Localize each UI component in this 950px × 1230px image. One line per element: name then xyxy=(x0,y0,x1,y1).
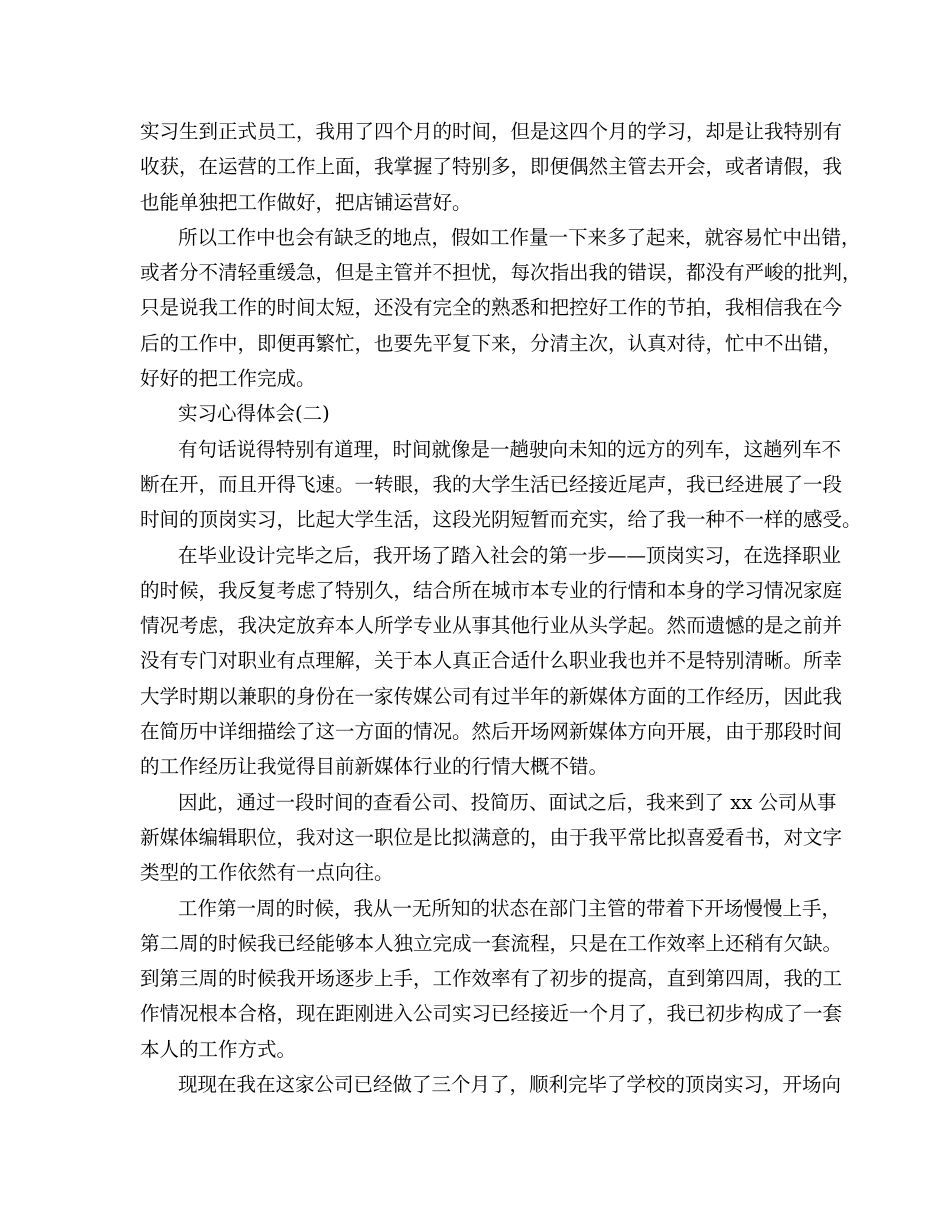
paragraph-first-line: 有句话说得特别有道理，时间就像是一趟驶向未知的远方的列车，这趟列车不 xyxy=(178,437,842,461)
paragraph-first-line: 工作第一周的时候，我从一无所知的状态在部门主管的带着下开场慢慢上手， xyxy=(178,896,842,920)
text-line: 的时候，我反复考虑了特别久，结合所在城市本专业的行情和本身的学习情况家庭 xyxy=(140,578,843,602)
paragraph-first-line: 所以工作中也会有缺乏的地点，假如工作量一下来多了起来，就容易忙中出错， xyxy=(178,225,861,249)
text-line: 收获，在运营的工作上面，我掌握了特别多，即便偶然主管去开会，或者请假，我 xyxy=(140,155,843,179)
text-line: 新媒体编辑职位，我对这一职位是比拟满意的，由于我平常比拟喜爱看书，对文字 xyxy=(140,825,843,849)
text-line: 在简历中详细描绘了这一方面的情况。然后开场网新媒体方向开展，由于那段时间 xyxy=(140,720,843,744)
text-line: 只是说我工作的时间太短，还没有完全的熟悉和把控好工作的节拍，我相信我在今 xyxy=(140,296,843,320)
text-line: 本人的工作方式。 xyxy=(140,1037,297,1061)
paragraph-first-line: 在毕业设计完毕之后，我开场了踏入社会的第一步——顶岗实习，在选择职业 xyxy=(178,543,842,567)
paragraph-first-line: 因此，通过一段时间的查看公司、投简历、面试之后，我来到了 xx 公司从事 xyxy=(178,790,837,814)
text-line: 的工作经历让我觉得目前新媒体行业的行情大概不错。 xyxy=(140,755,609,779)
text-line: 没有专门对职业有点理解，关于本人真正合适什么职业我也并不是特别清晰。所幸 xyxy=(140,649,843,673)
text-line: 实习生到正式员工，我用了四个月的时间，但是这四个月的学习，却是让我特别有 xyxy=(140,120,843,143)
text-line: 也能单独把工作做好，把店铺运营好。 xyxy=(140,190,472,214)
text-line: 作情况根本合格，现在距刚进入公司实习已经接近一个月了，我已初步构成了一套 xyxy=(140,1002,843,1026)
paragraph-first-line: 现现在我在这家公司已经做了三个月了，顺利完毕了学校的顶岗实习，开场向 xyxy=(178,1073,842,1097)
text-line: 断在开，而且开得飞速。一转眼，我的大学生活已经接近尾声，我已经进展了一段 xyxy=(140,472,843,496)
text-line: 到第三周的时候我开场逐步上手，工作效率有了初步的提高，直到第四周，我的工 xyxy=(140,967,843,991)
text-line: 类型的工作依然有一点向往。 xyxy=(140,861,394,885)
text-line: 后的工作中，即便再繁忙，也要先平复下来，分清主次，认真对待，忙中不出错， xyxy=(140,331,843,355)
paragraph-first-line: 实习心得体会(二) xyxy=(178,402,330,426)
text-line: 好好的把工作完成。 xyxy=(140,367,316,391)
text-line: 大学时期以兼职的身份在一家传媒公司有过半年的新媒体方面的工作经历，因此我 xyxy=(140,684,843,708)
text-line: 情况考虑，我决定放弃本人所学专业从事其他行业从头学起。然而遗憾的是之前并 xyxy=(140,614,843,638)
document-body xyxy=(140,114,862,1102)
text-line: 第二周的时候我已经能够本人独立完成一套流程，只是在工作效率上还稍有欠缺。 xyxy=(140,931,843,955)
text-line: 或者分不清轻重缓急，但是主管并不担忧，每次指出我的错误，都没有严峻的批判， xyxy=(140,261,862,285)
text-line: 时间的顶岗实习，比起大学生活，这段光阴短暂而充实，给了我一种不一样的感受。 xyxy=(140,508,862,532)
